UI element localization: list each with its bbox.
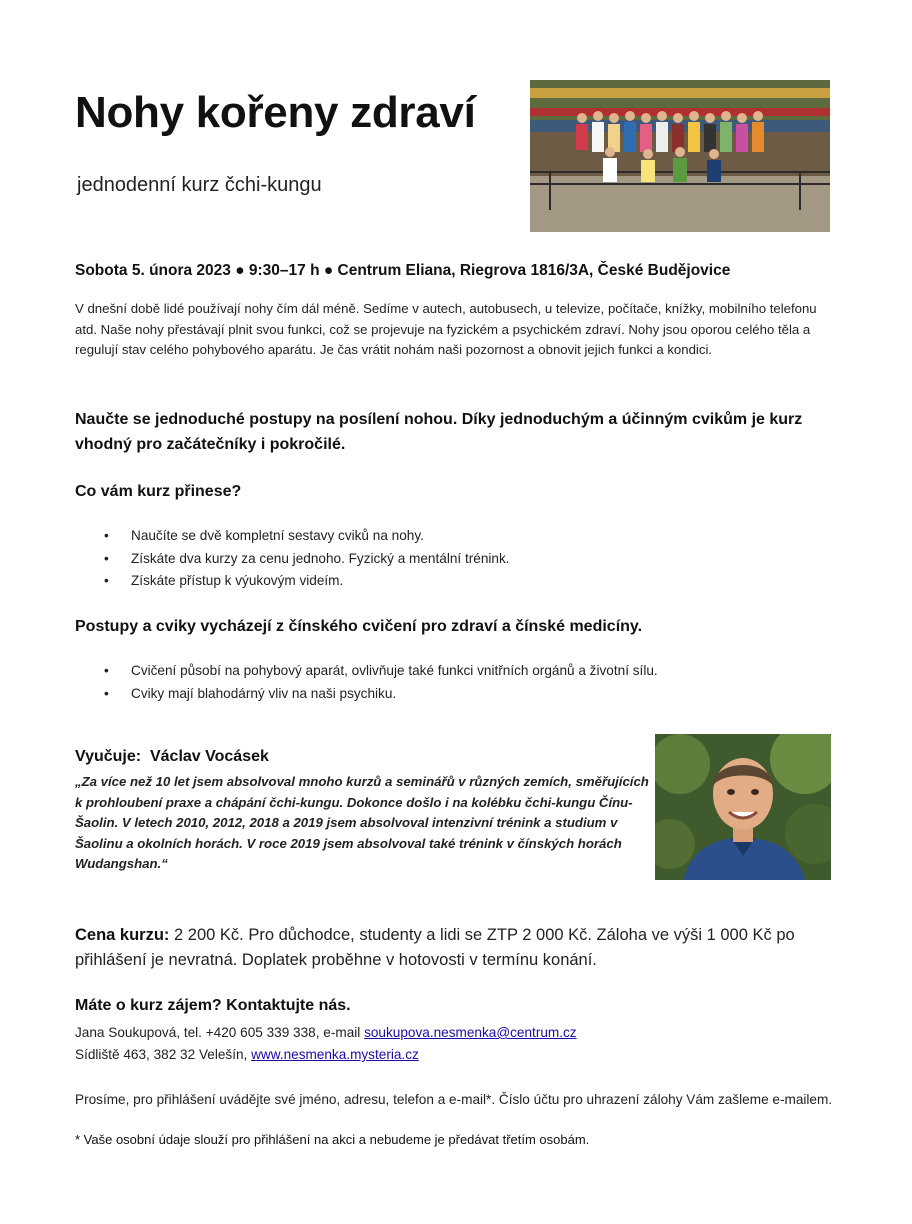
contact-details [75, 1022, 577, 1066]
bullet: • [104, 528, 109, 543]
list-item: • Získáte dva kurzy za cenu jednoho. Fyzický a mentální trénink. [75, 548, 510, 571]
list-item: • Cvičení působí na pohybový aparát, ovlivňuje také funkci vnitřních orgánů a životní sílu. [75, 660, 658, 683]
origin-list [75, 660, 658, 705]
teacher-portrait [655, 734, 831, 880]
intro-paragraph: V dnešní době lidé používají nohy čím dál méně. Sedíme v autech, autobusech, u televize, počítače, knížky, mobilního telefonu atd. Naše nohy přestávají plnit svou funkci, což se projevuje na fyzickém a psychickém zdraví. Nohy jsou oporou celého těla a regulují stav celého pohybového aparátu. Je čas vrátit nohám naši pozornost a obnovit jejich funkci a kondici. [75, 301, 817, 357]
benefits-heading: Co vám kurz přinese? [75, 483, 242, 500]
list-item: • Získáte přístup k výukovým videím. [75, 570, 510, 593]
teacher-label: Vyučuje: [75, 748, 142, 765]
list-item: • Cviky mají blahodárný vliv na naši psychiku. [75, 683, 658, 706]
price-info [75, 923, 835, 973]
contact-heading: Máte o kurz zájem? Kontaktujte nás. [75, 997, 351, 1014]
teacher-heading [75, 748, 269, 766]
price-text: 2 200 Kč. Pro důchodce, studenty a lidi se ZTP 2 000 Kč. Záloha ve výši 1 000 Kč po přihlášení je nevratná. Doplatek proběhne v hotovosti v termínu konání. [75, 926, 795, 969]
page-subtitle: jednodenní kurz čchi-kungu [77, 174, 322, 196]
teacher-quote: „Za více než 10 let jsem absolvoval mnoho kurzů a seminářů v různých zemích, směřujících k prohloubení praxe a chápání čchi-kungu. Dokonce došlo i na kolébku čchi-kungu Čínu-Šaolin. V letech 2010, 2012, 2018 a 2019 jsem absolvoval intenzivní trénink a studium v Šaolinu a okolních horách. V roce 2019 jsem absolvoval také trénink v čínských horách Wudangshan.“ [75, 774, 649, 872]
lead-paragraph: Naučte se jednoduché postupy na posílení nohou. Díky jednoduchým a účinným cvikům je kurz vhodný pro začátečníky i pokročilé. [75, 411, 803, 453]
registration-note: Prosíme, pro přihlášení uvádějte své jméno, adresu, telefon a e-mail*. Číslo účtu pro uhrazení zálohy Vám zašleme e-mailem. [75, 1092, 833, 1107]
list-item: • Naučíte se dvě kompletní sestavy cviků na nohy. [75, 525, 510, 548]
website-link[interactable]: www.nesmenka.mysteria.cz [251, 1047, 419, 1062]
origin-heading: Postupy a cviky vycházejí z čínského cvičení pro zdraví a čínské medicíny. [75, 618, 643, 635]
bullet: • [104, 573, 109, 588]
bullet: • [104, 685, 109, 701]
bullet: • [104, 663, 109, 678]
page-title: Nohy kořeny zdraví [75, 88, 476, 137]
benefits-list [75, 525, 510, 593]
event-details: Sobota 5. února 2023 ● 9:30–17 h ● Centrum Eliana, Riegrova 1816/3A, České Budějovice [75, 262, 731, 279]
email-link[interactable]: soukupova.nesmenka@centrum.cz [364, 1025, 577, 1040]
price-label: Cena kurzu: [75, 926, 170, 944]
bullet: • [104, 550, 109, 566]
teacher-name: Václav Vocásek [149, 748, 269, 765]
privacy-footnote: * Vaše osobní údaje slouží pro přihlášení na akci a nebudeme je předávat třetím osobám. [75, 1132, 590, 1147]
contact-line: Sídliště 463, 382 32 Velešín, www.nesmenka.mysteria.cz [75, 1047, 419, 1062]
contact-line: Jana Soukupová, tel. +420 605 339 338, e-mail soukupova.nesmenka@centrum.cz [75, 1025, 577, 1040]
group-photo [530, 80, 830, 232]
